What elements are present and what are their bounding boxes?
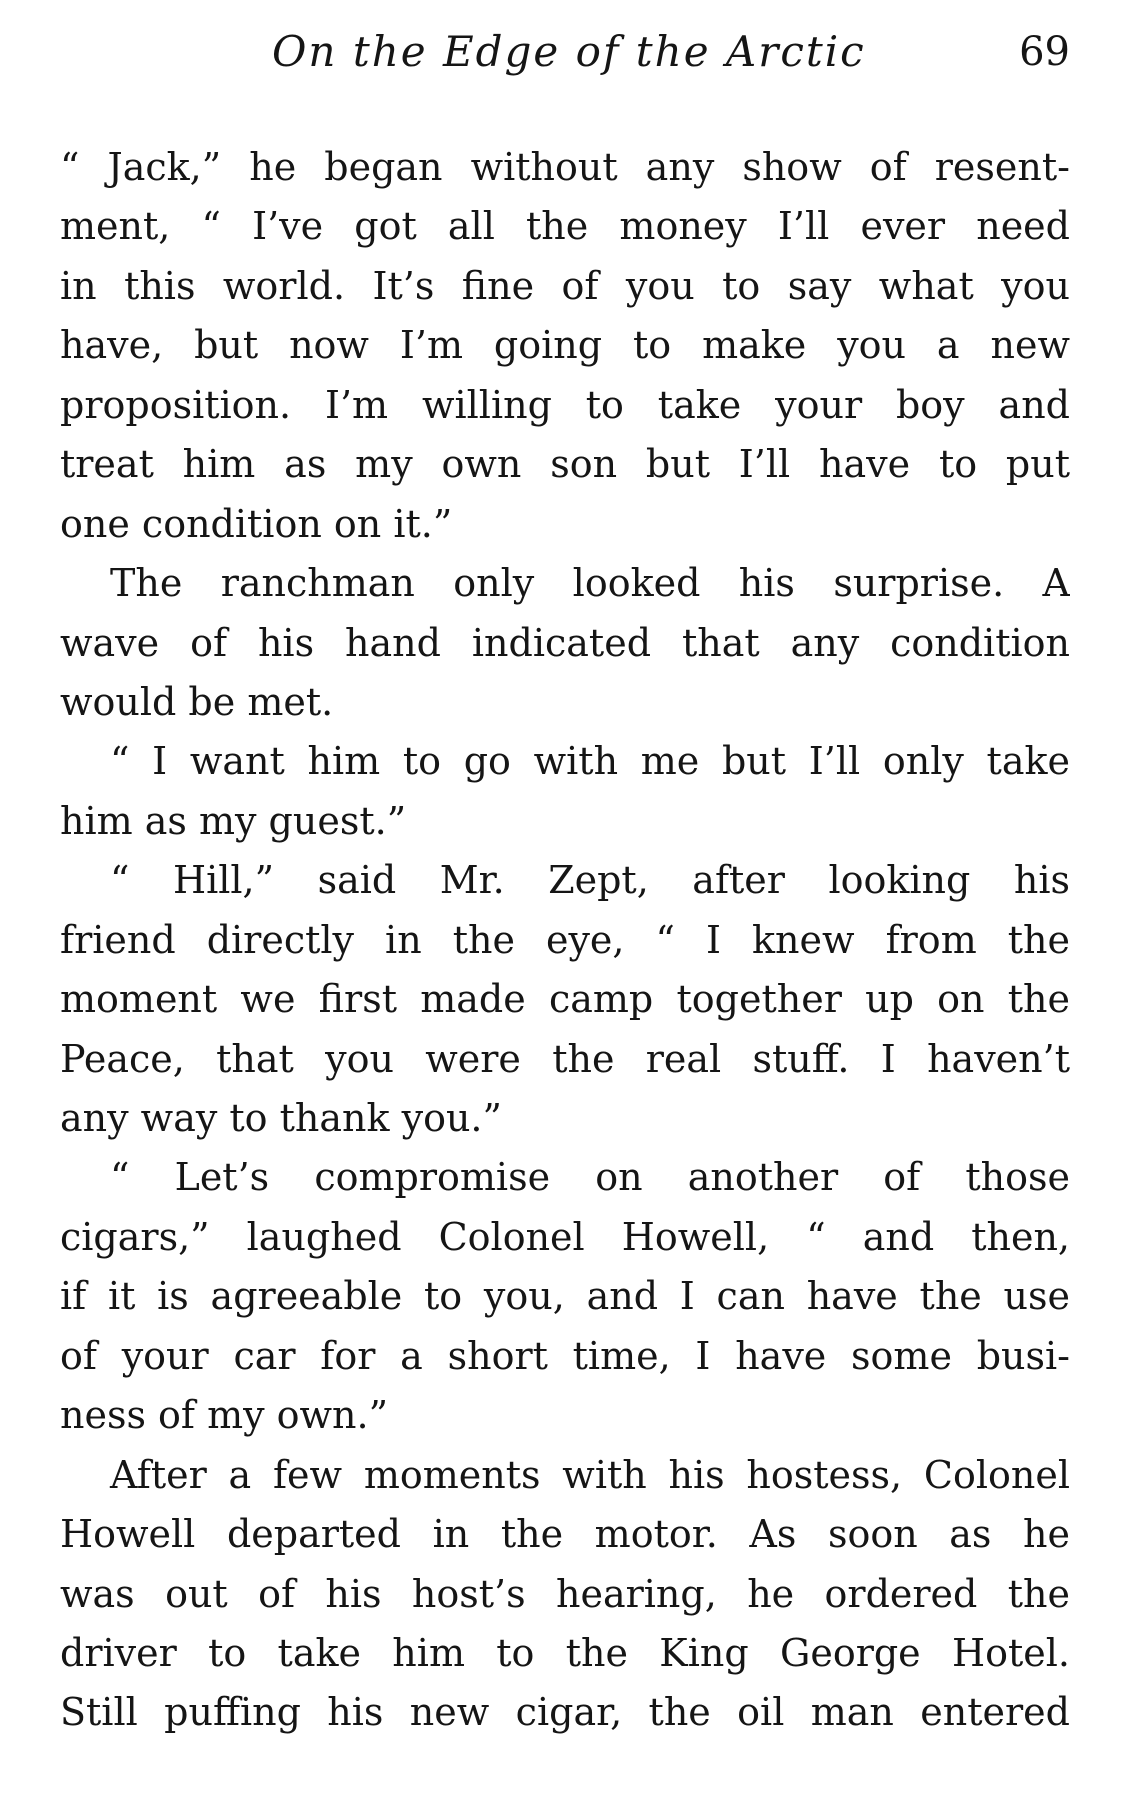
text-line: Still puffing his new cigar, the oil man entered [60,1690,1070,1735]
text-line: proposition. I’m willing to take your boy and [60,382,1070,427]
text-line: treat him as my own son but I’ll have to put [60,442,1070,487]
text-line: ness of my own.” [60,1393,389,1438]
text-line: in this world. It’s fine of you to say what you [60,263,1070,308]
text-line: one condition on it.” [60,501,453,546]
text-line: “ Let’s compromise on another of those [110,1155,1070,1200]
running-head [60,22,1070,92]
text-line: ment, “ I’ve got all the money I’ll ever need [60,204,1070,249]
text-line: driver to take him to the King George Hotel. [60,1630,1070,1675]
body-text [60,138,1070,1743]
text-line: “ Jack,” he began without any show of resent- [60,145,1070,189]
text-line: him as my guest.” [60,798,407,843]
text-line: Peace, that you were the real stuff. I haven’t [60,1036,1070,1081]
running-title: On the Edge of the Arctic [272,27,866,76]
text-line: of your car for a short time, I have some busi- [60,1333,1070,1378]
text-line: any way to thank you.” [60,1096,502,1140]
text-line: Howell departed in the motor. As soon as he [60,1512,1070,1557]
text-line: would be met. [60,679,334,724]
text-line: if it is agreeable to you, and I can have the use [60,1274,1070,1319]
page-number: 69 [1019,29,1070,75]
text-line: wave of his hand indicated that any condition [60,620,1070,665]
text-line: After a few moments with his hostess, Colonel [110,1452,1070,1497]
text-line: “ I want him to go with me but I’ll only take [110,739,1070,784]
text-line: “ Hill,” said Mr. Zept, after looking his [110,858,1070,903]
text-line: have, but now I’m going to make you a new [60,323,1070,368]
text-line: cigars,” laughed Colonel Howell, “ and then, [60,1214,1070,1259]
text-line: The ranchman only looked his surprise. A [110,561,1070,606]
text-line: friend directly in the eye, “ I knew from the [60,917,1070,962]
text-line: was out of his host’s hearing, he ordered the [60,1571,1070,1616]
text-line: moment we first made camp together up on the [60,977,1070,1022]
